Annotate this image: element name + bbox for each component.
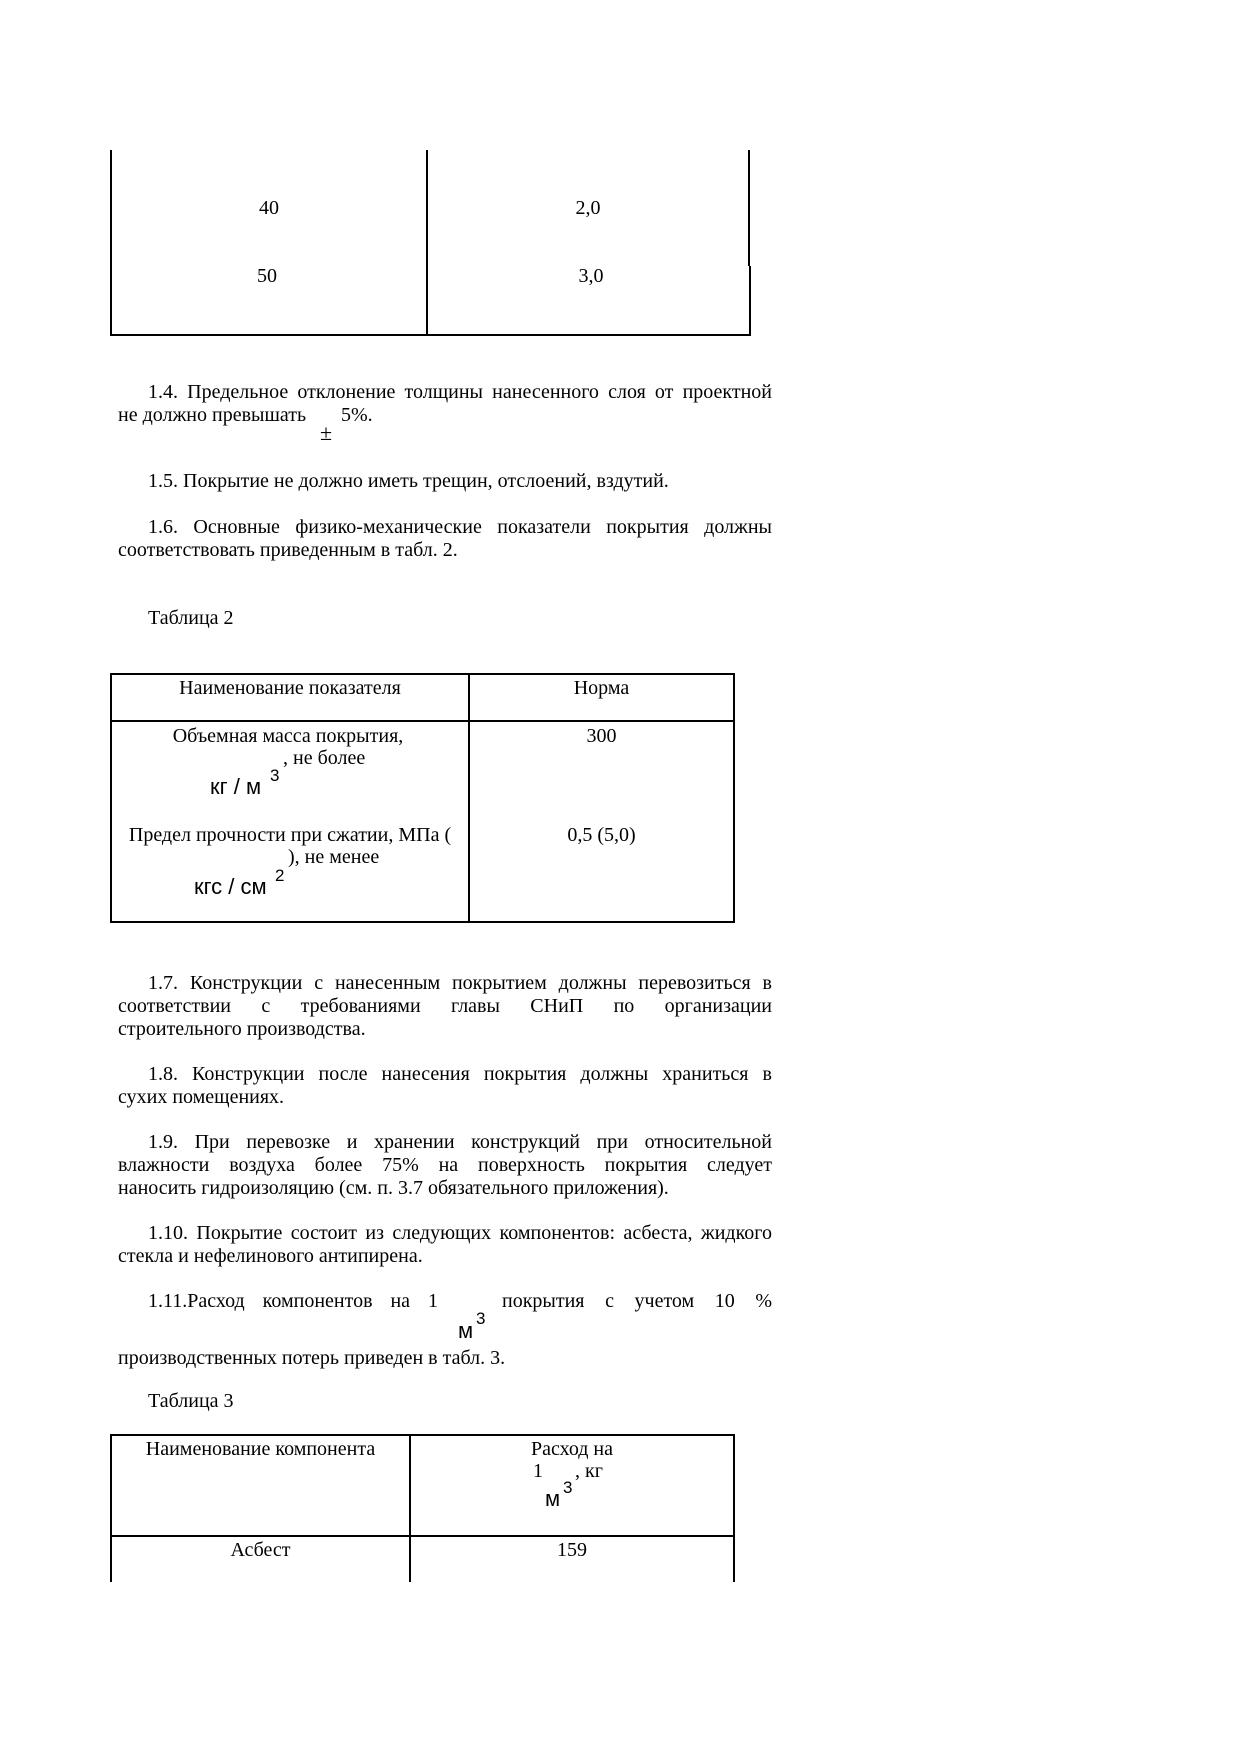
paragraph-text: сухих помещениях. (118, 1086, 285, 1108)
table-2-border-left (110, 673, 112, 923)
paragraph-text: 1.4. Предельное отклонение толщины нанесенного слоя от проектной (148, 381, 772, 403)
paragraph-text: 5%. (341, 404, 373, 426)
table-1-border-middle (426, 150, 428, 336)
table-3-header-consumption: , кг (575, 1460, 603, 1482)
table-2-border-right (733, 673, 735, 923)
paragraph-text: 1.11.Расход компонентов на 1 (148, 1290, 438, 1312)
table-2-cell: Предел прочности при сжатии, МПа ( (128, 824, 452, 846)
table-2-border-top (110, 673, 735, 675)
table-2-header-divider (110, 720, 735, 722)
table-1-cell: 50 (257, 265, 277, 287)
paragraph-text: строительного производства. (118, 1018, 366, 1040)
table-3-header-consumption: Расход на (530, 1438, 614, 1460)
table-row (112, 823, 468, 847)
table-row (110, 196, 428, 220)
paragraph-text: 1.5. Покрытие не должно иметь трещин, отслоений, вздутий. (148, 470, 669, 492)
table-3-border-right (733, 1434, 735, 1582)
paragraph-text: стекла и нефелинового антипирена. (118, 1245, 423, 1267)
paragraph-1-5 (118, 470, 772, 493)
table-1-border-left (110, 150, 112, 336)
table-row (428, 196, 748, 220)
paragraph-1-10 (118, 1222, 772, 1268)
table-3-header-divider (110, 1535, 735, 1537)
paragraph-text: 1.7. Конструкции с нанесенным покрытием должны перевозиться в (148, 972, 772, 994)
table-3-header-consumption: 1 (533, 1460, 543, 1482)
table-3-unit: м (545, 1486, 561, 1511)
table-3-border-top (110, 1434, 735, 1436)
table-3-unit-exponent: 3 (563, 1478, 573, 1497)
paragraph-1-4 (118, 381, 772, 427)
paragraph-text: 1.10. Покрытие состоит из следующих компонентов: асбеста, жидкого (148, 1222, 772, 1244)
plus-minus-symbol: ± (320, 420, 333, 445)
table-1-border-bottom (110, 334, 751, 336)
paragraph-text: соответствовать приведенным в табл. 2. (118, 539, 458, 561)
paragraph-text: 1.9. При перевозке и хранении конструкций при относительной (148, 1131, 772, 1153)
table-2-border-middle (468, 673, 470, 923)
paragraph-1-8 (118, 1063, 772, 1109)
table-row (112, 724, 464, 748)
table-1-cell: 2,0 (575, 197, 601, 219)
table-2-unit-exponent: 2 (275, 866, 285, 885)
paragraph-unit: м (458, 1318, 474, 1343)
table-2-header-name: Наименование показателя (179, 677, 401, 699)
table-2-cell: 300 (586, 725, 617, 747)
paragraph-1-7 (118, 972, 772, 1041)
table-row (428, 264, 754, 288)
paragraph-text: не должно превышать (118, 404, 307, 426)
paragraph-text: покрытия с учетом 10 % (502, 1290, 772, 1312)
table-row (411, 1538, 733, 1562)
table-row (110, 264, 424, 288)
paragraph-1-9 (118, 1131, 772, 1200)
table-3-cell: 159 (557, 1539, 587, 1561)
table-2-cell: Объемная масса покрытия, (172, 725, 404, 747)
table-row (112, 1538, 409, 1562)
paragraph-1-6 (118, 516, 772, 562)
table-1-cell: 3,0 (578, 265, 604, 287)
table-2-header-norm: Норма (573, 677, 630, 699)
paragraph-text: влажности воздуха более 75% на поверхность покрытия следует (118, 1154, 772, 1176)
table-2-unit: кг / м (210, 774, 262, 799)
paragraph-text: производственных потерь приведен в табл. 3. (118, 1347, 506, 1369)
table-2-cell: 0,5 (5,0) (567, 824, 636, 846)
paragraph-text: 1.8. Конструкции после нанесения покрытия должны храниться в (148, 1063, 772, 1085)
table-3-header-name: Наименование компонента (145, 1438, 376, 1460)
paragraph-text: соответствии с требованиями главы СНиП по организации (118, 995, 772, 1017)
table-2-caption: Таблица 2 (148, 607, 234, 629)
paragraph-unit-exponent: 3 (476, 1309, 486, 1328)
table-2-cell: ), не менее (288, 846, 380, 868)
paragraph-text: наносить гидроизоляцию (см. п. 3.7 обязательного приложения). (118, 1177, 669, 1199)
table-2-cell: , не более (283, 747, 366, 769)
paragraph-text: 1.6. Основные физико-механические показатели покрытия должны (148, 516, 772, 538)
table-2-unit-exponent: 3 (270, 766, 280, 785)
table-2-border-bottom (110, 921, 735, 923)
table-3-cell: Асбест (230, 1539, 291, 1561)
table-2-unit: кгс / см (194, 874, 267, 899)
table-1-cell: 40 (259, 197, 279, 219)
table-1-border-right (748, 150, 750, 266)
table-3-caption: Таблица 3 (148, 1390, 234, 1412)
